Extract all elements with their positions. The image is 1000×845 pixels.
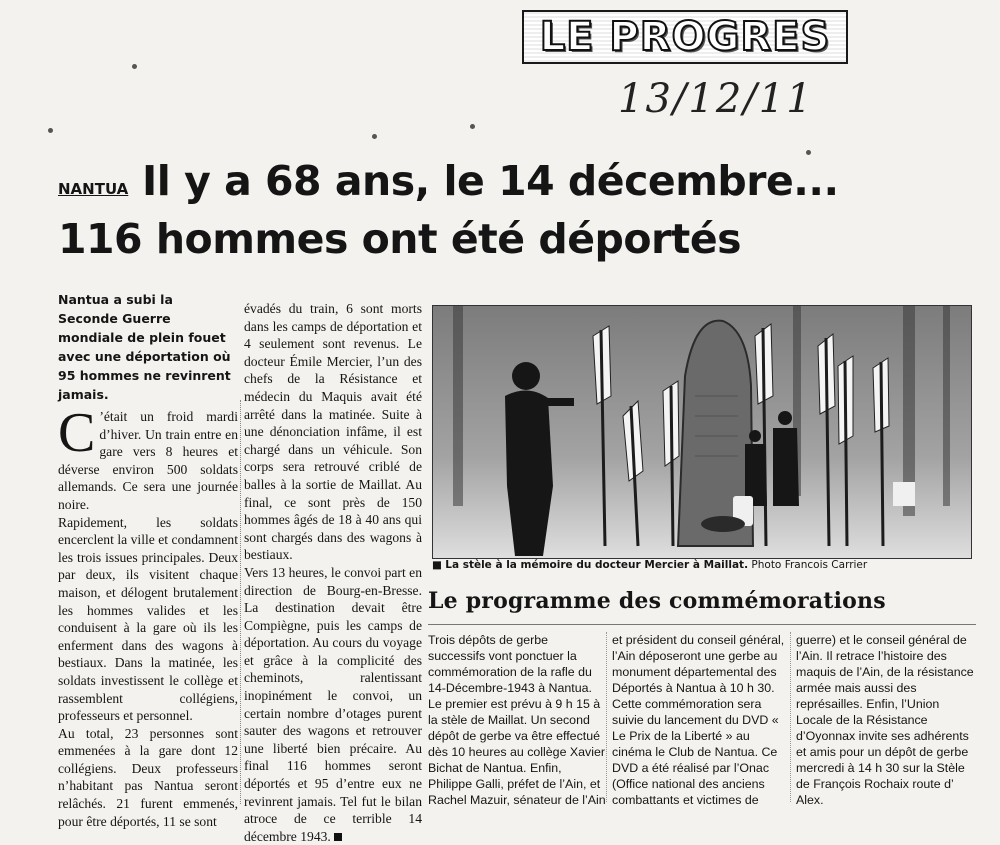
scan-speck — [372, 134, 377, 139]
article-column-2 — [244, 300, 422, 844]
paragraph: ’était un froid mardi d’hiver. Un train entre en gare vers 8 heures et déverse environ 500 soldats allemands. Ce sera une journée noire. — [58, 409, 238, 512]
handwritten-date: 13/12/11 — [618, 76, 814, 122]
article-kicker: NANTUA — [58, 180, 129, 198]
newspaper-masthead: LE PROGRES — [522, 10, 848, 64]
paragraph: guerre) et le conseil général de l’Ain. Il retrace l’histoire des maquis de l’Ain, de la résistance armée mais aussi des représailles. Enfin, l’Union Locale de la Résistance d’Oyonnax invite ses adhérents et amis pour un dépôt de gerbe mercredi à 14 h 30 sur la Stèle de François Rochaix route d’ Alex. — [796, 633, 974, 807]
section-rule — [428, 624, 976, 625]
programme-column-3 — [796, 632, 976, 807]
memorial-photo-illustration — [433, 306, 971, 558]
paragraph: Au total, 23 personnes sont emmenées à la gare dont 12 collégiens. Deux professeurs n’habitant pas Nantua seront relâchés. 21 furent emmenés, pour être déportés, 11 se sont — [58, 725, 238, 829]
headline-line-2: 116 hommes ont été déportés — [58, 215, 742, 263]
memorial-photo — [432, 305, 972, 559]
article-lede: Nantua a subi la Seconde Guerre mondiale de plein fouet avec une déportation où 95 hommes ne revinrent jamais. — [58, 292, 231, 402]
paragraph: évadés du train, 6 sont morts dans les camps de déportation et 4 seulement sont revenus. Le docteur Émile Mercier, l’un des chefs de la Résistance et médecin du Maquis avait été arrêté dans la matinée. Suite à une dénonciation infâme, il est chargé dans un véhicule. Son corps sera retrouvé criblé de balles à la sortie de Maillat. Au final, ce sont près de 150 hommes âgés de 18 à 40 ans qui sont chargés dans des wagons à bestiaux. — [244, 301, 422, 563]
paragraph: et président du conseil général, l’Ain déposeront une gerbe au monument départemental des Déportés à Nantua à 10 h 30. Cette commémoration sera suivie du lancement du DVD « Le Prix de la Liberté » au cinéma le Club de Nantua. Ce DVD a été réalisé par l’Onac (Office national des anciens combattants et victimes de — [612, 633, 785, 807]
programme-column-1 — [428, 632, 606, 807]
scan-speck — [132, 64, 137, 69]
paragraph: Rapidement, les soldats encerclent la ville et condamnent les trois issues principales. Deux par deux, ils visitent chaque maison, et délogent brutalement les hommes valides et les conduisent à la gare où ils les enferment dans des wagons à bestiaux. Dans la matinée, les soldats investissent le collège et rassemblent collégiens, professeurs et personnel. — [58, 514, 238, 724]
drop-cap: C — [58, 402, 96, 464]
photo-credit: Photo Francois Carrier — [751, 559, 868, 571]
article-column-1 — [58, 402, 238, 829]
column-divider — [790, 632, 792, 802]
photo-caption — [432, 559, 970, 571]
column-divider — [240, 400, 242, 804]
headline-line-1: Il y a 68 ans, le 14 décembre... — [142, 157, 839, 205]
scan-speck — [48, 128, 53, 133]
caption-bullet-icon: ■ — [432, 559, 446, 571]
programme-title: Le programme des commémorations — [428, 588, 886, 614]
scan-speck — [470, 124, 475, 129]
end-mark-icon — [334, 833, 342, 841]
programme-column-2 — [612, 632, 790, 807]
paragraph: Vers 13 heures, le convoi part en direction de Bourg-en-Bresse. La destination devait être Compiègne, puis les camps de déportation. Au cours du voyage et grâce à la complicité des cheminots, ralentissant inopinément le convoi, un certain nombre d’otages purent sauter des wagons et retrouver une liberté bien précaire. Au final 116 hommes seront déportés et 95 d’entre eux ne revinrent jamais. Tel fut le bilan atroce de ce terrible 14 décembre 1943. — [244, 564, 422, 844]
paragraph: Trois dépôts de gerbe successifs vont ponctuer la commémoration de la rafle du 14-Décembre-1943 à Nantua. Le premier est prévu à 9 h 15 à la stèle de Maillat. Un second dépôt de gerbe va être effectué dès 10 heures au collège Xavier Bichat de Nantua. Enfin, Philippe Galli, préfet de l’Ain, et Rachel Mazuir, sénateur de l’Ain — [428, 633, 606, 807]
caption-text: La stèle à la mémoire du docteur Mercier à Maillat. — [445, 559, 749, 571]
column-divider — [606, 632, 608, 802]
